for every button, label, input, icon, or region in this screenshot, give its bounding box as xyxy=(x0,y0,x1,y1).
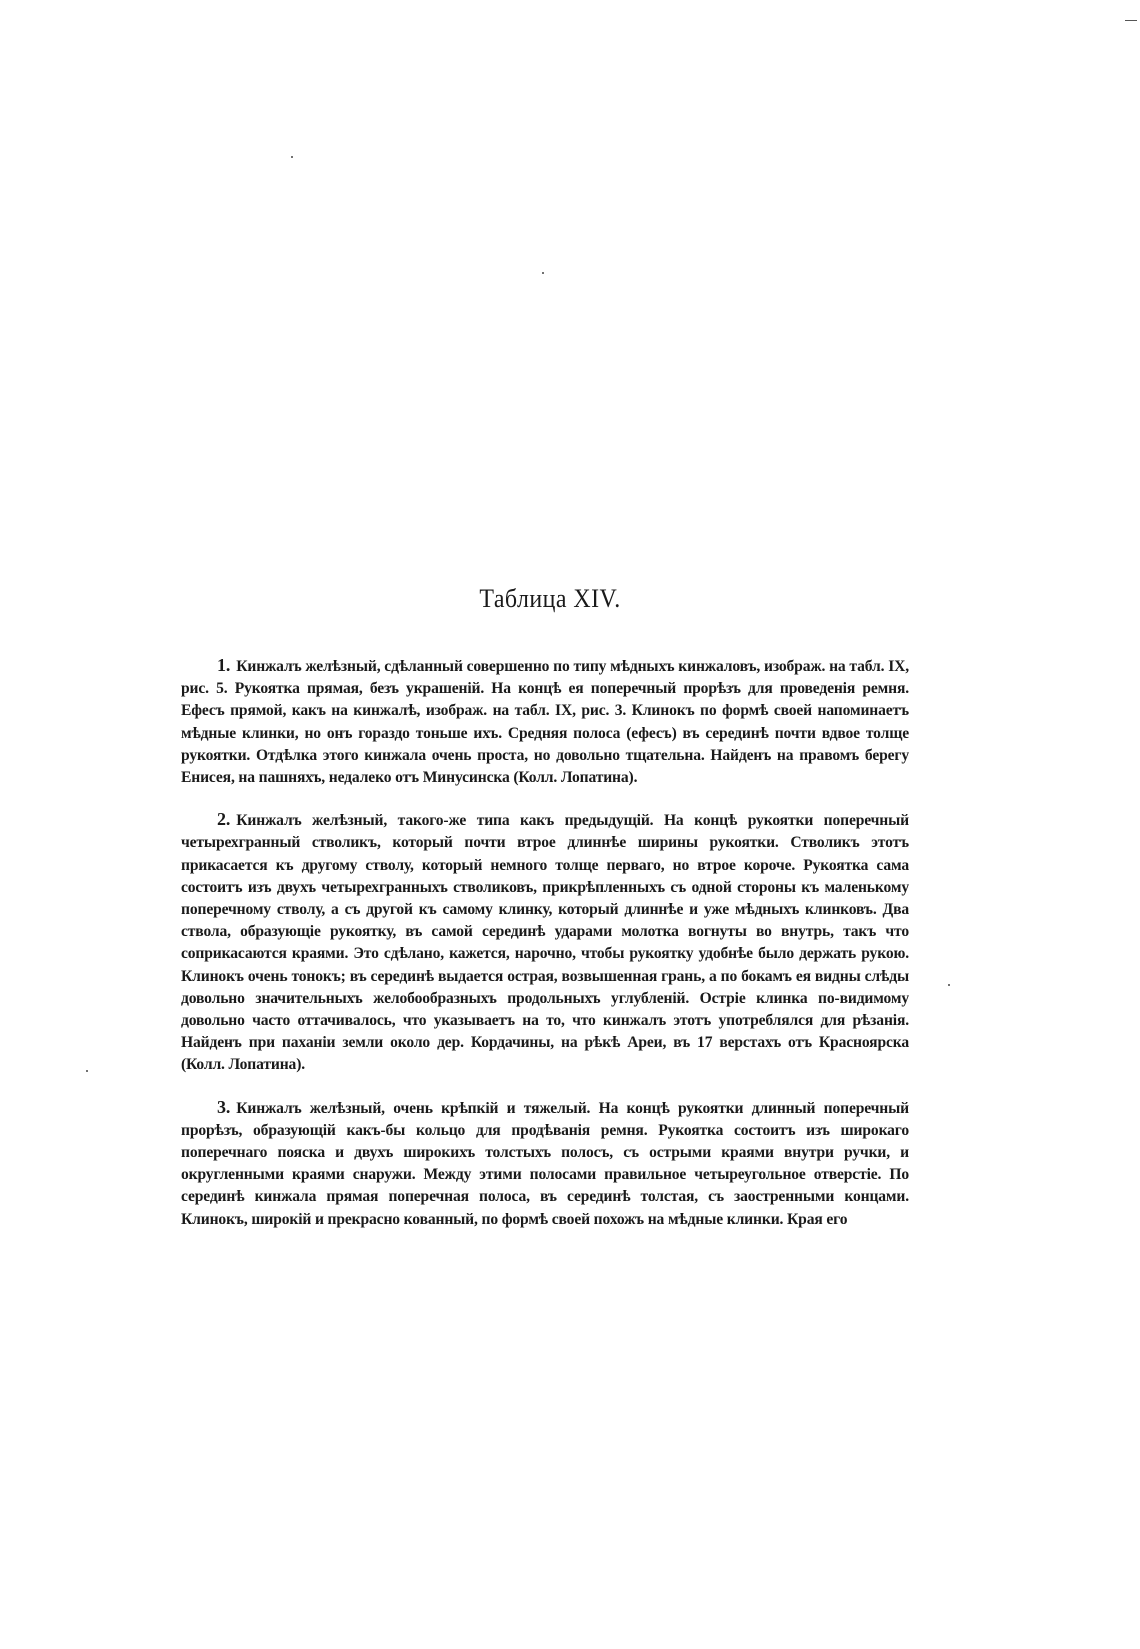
entry-text: Кинжалъ желѣзный, очень крѣпкій и тяжелый. На концѣ рукоятки длинный поперечный прорѣзъ, образующій какъ-бы кольцо для продѣванія ремня. Рукоятка состоитъ изъ широкаго поперечнаго пояска и двухъ широкихъ толстыхъ полосъ, съ острыми краями внутри ручки, и округленными краями снаружи. Между этими полосами правильное четыреугольное отверстіе. По серединѣ кинжала прямая поперечная полоса, въ серединѣ толстая, съ заостренными концами. Клинокъ, широкій и прекрасно кованный, по формѣ своей похожъ на мѣдные клинки. Края его xyxy=(181,1099,909,1228)
entry-1 xyxy=(181,654,909,789)
entry-number: 1. xyxy=(217,655,231,675)
scan-speck xyxy=(948,984,950,986)
entry-number: 3. xyxy=(217,1096,231,1117)
scan-speck xyxy=(291,156,293,158)
page-title: Таблица XIV. xyxy=(479,584,621,613)
entries-body xyxy=(181,654,909,1250)
entry-text: Кинжалъ желѣзный, сдѣланный совершенно по типу мѣдныхъ кинжаловъ, изображ. на табл. IX, рис. 5. Рукоятка прямая, безъ украшеній. На концѣ ея поперечный прорѣзъ для проведенія ремня. Ефесъ прямой, какъ на кинжалѣ, изображ. на табл. IX, рис. 3. Клинокъ по формѣ своей напоминаетъ мѣдные клинки, но онъ гораздо тоньше ихъ. Средняя полоса (ефесъ) въ серединѣ почти вдвое толще рукоятки. Отдѣлка этого кинжала очень проста, но довольно тщательна. Найденъ на правомъ берегу Енисея, на пашняхъ, недалеко отъ Минусинска (Колл. Лопатина). xyxy=(181,658,909,787)
entry-2 xyxy=(181,808,909,1076)
scan-speck xyxy=(86,1070,88,1072)
entry-text: Кинжалъ желѣзный, такого-же типа какъ предыдущій. На концѣ рукоятки поперечный четырехгранный стволикъ, который почти втрое длиннѣе ширины рукоятки. Стволикъ этотъ прикасается къ другому стволу, который немного толще перваго, но втрое короче. Рукоятка сама состоитъ изъ двухъ четырехгранныхъ стволиковъ, прикрѣпленныхъ съ одной стороны къ маленькому поперечному стволу, а съ другой къ самому клинку, который длиннѣе и уже мѣдныхъ клинковъ. Два ствола, образующіе рукоятку, въ самой серединѣ ударами молотка вогнуты во внутрь, такъ что соприкасаются краями. Это сдѣлано, кажется, нарочно, чтобы рукоятку удобнѣе было держать рукою. Клинокъ очень тонокъ; въ серединѣ выдается острая, возвышенная грань, а по бокамъ ея видны слѣды довольно значительныхъ желобообразныхъ продольныхъ углубленій. Остріе клинка по-видимому довольно часто оттачивалось, что указываетъ на то, что кинжалъ этотъ употреблялся для рѣзанія. Найденъ при паханіи земли около дер. Кордачины, на рѣкѣ Ареи, въ 17 верстахъ отъ Красноярска (Колл. Лопатина). xyxy=(181,812,909,1074)
scan-speck xyxy=(542,272,544,274)
entry-3 xyxy=(181,1096,909,1231)
entry-number: 2. xyxy=(217,809,231,830)
edge-scan-mark xyxy=(1125,20,1137,21)
